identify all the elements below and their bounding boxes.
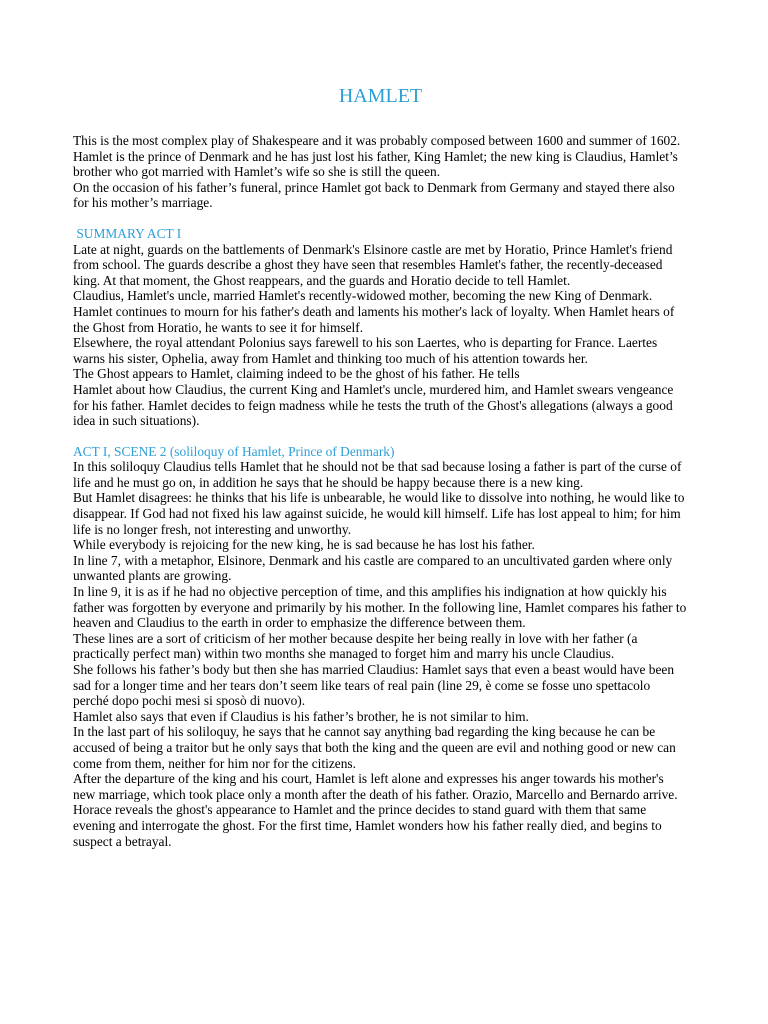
scene-paragraph: She follows his father’s body but then she has married Claudius: Hamlet says that even a beast would have been sad for a longer time and her tears don’t seem like tears of real pain (line 29, è come se fosse uno spettacolo perché dopo pochi mesi si sposò di nuovo). <box>73 662 675 709</box>
summary-paragraph: Elsewhere, the royal attendant Polonius says farewell to his son Laertes, who is departing for France. Laertes warns his sister, Ophelia, away from Hamlet and thinking too much of his attention towards her. <box>73 335 658 366</box>
summary-paragraph: The Ghost appears to Hamlet, claiming indeed to be the ghost of his father. He tells <box>73 366 520 382</box>
scene-paragraph: In line 9, it is as if he had no objective perception of time, and this amplifies his indignation at how quickly his father was forgotten by everyone and primarily by his mother. In the following line, Hamlet compares his father to heaven and Claudius to the earth in order to emphasize the difference between them. <box>73 584 687 631</box>
intro-paragraph: Hamlet is the prince of Denmark and he has just lost his father, King Hamlet; the new king is Claudius, Hamlet’s brother who got married with Hamlet’s wife so she is still the queen. <box>73 148 678 180</box>
intro-paragraph: This is the most complex play of Shakespeare and it was probably composed between 1600 and summer of 1602. <box>73 133 681 148</box>
scene-paragraph: In the last part of his soliloquy, he says that he cannot say anything bad regarding the king because he can be accused of being a traitor but he only says that both the king and the queen are evil and nothing good or new can come from them, neither for him nor for the citizens. <box>73 724 676 771</box>
document-title: HAMLET <box>338 85 423 107</box>
scene-paragraph: After the departure of the king and his court, Hamlet is left alone and expresses his anger towards his mother's new marriage, which took place only a month after the death of his father. Orazio, Marcello and Bernardo arrive. Horace reveals the ghost's appearance to Hamlet and the prince decides to stand guard with them that same evening and interrogate the ghost. For the first time, Hamlet wonders how his father really died, and begins to suspect a betrayal. <box>73 771 678 849</box>
scene-paragraph: In this soliloquy Claudius tells Hamlet that he should not be that sad because losing a father is part of the curse of life and he must go on, in addition he says that he should be happy because there is a new king. <box>73 459 682 490</box>
scene-paragraph: But Hamlet disagrees: he thinks that his life is unbearable, he would like to dissolve into nothing, he would like to disappear. If God had not fixed his law against suicide, he would kill himself. Life has lost appeal to him; for him life is no longer fresh, not interesting and unworthy. <box>73 490 685 537</box>
scene-paragraph: These lines are a sort of criticism of her mother because despite her being really in love with her father (a practically perfect man) within two months she managed to forget him and marry his uncle Claudius. <box>73 630 638 662</box>
section-heading-summary-act-1: SUMMARY ACT I <box>73 225 182 241</box>
summary-paragraph: Late at night, guards on the battlements of Denmark's Elsinore castle are met by Horatio, Prince Hamlet's friend from school. The guards describe a ghost they have seen that resembles Hamlet's father, the recently-deceased king. At that moment, the Ghost reappears, and the guards and Horatio decide to tell Hamlet. <box>73 241 673 288</box>
scene-paragraph: While everybody is rejoicing for the new king, he is sad because he has lost his father. <box>73 537 535 553</box>
scene-paragraph: Hamlet also says that even if Claudius is his father’s brother, he is not similar to him. <box>73 708 529 724</box>
summary-paragraph: Claudius, Hamlet's uncle, married Hamlet's recently-widowed mother, becoming the new King of Denmark. Hamlet continues to mourn for his father's death and laments his mother's lack of loyalty. When Hamlet hears of the Ghost from Horatio, he wants to see it for himself. <box>73 288 675 335</box>
scene-paragraph: In line 7, with a metaphor, Elsinore, Denmark and his castle are compared to an uncultivated garden where only unwanted plants are growing. <box>73 552 673 584</box>
section-heading-act-1-scene-2: ACT I, SCENE 2 (soliloquy of Hamlet, Prince of Denmark) <box>73 443 395 459</box>
summary-paragraph: Hamlet about how Claudius, the current King and Hamlet's uncle, murdered him, and Hamlet swears vengeance for his father. Hamlet decides to feign madness while he tests the truth of the Ghost's allegations (always a good idea in such situations). <box>73 381 674 429</box>
intro-paragraph: On the occasion of his father’s funeral, prince Hamlet got back to Denmark from Germany and stayed there also for his mother’s marriage. <box>73 179 675 211</box>
